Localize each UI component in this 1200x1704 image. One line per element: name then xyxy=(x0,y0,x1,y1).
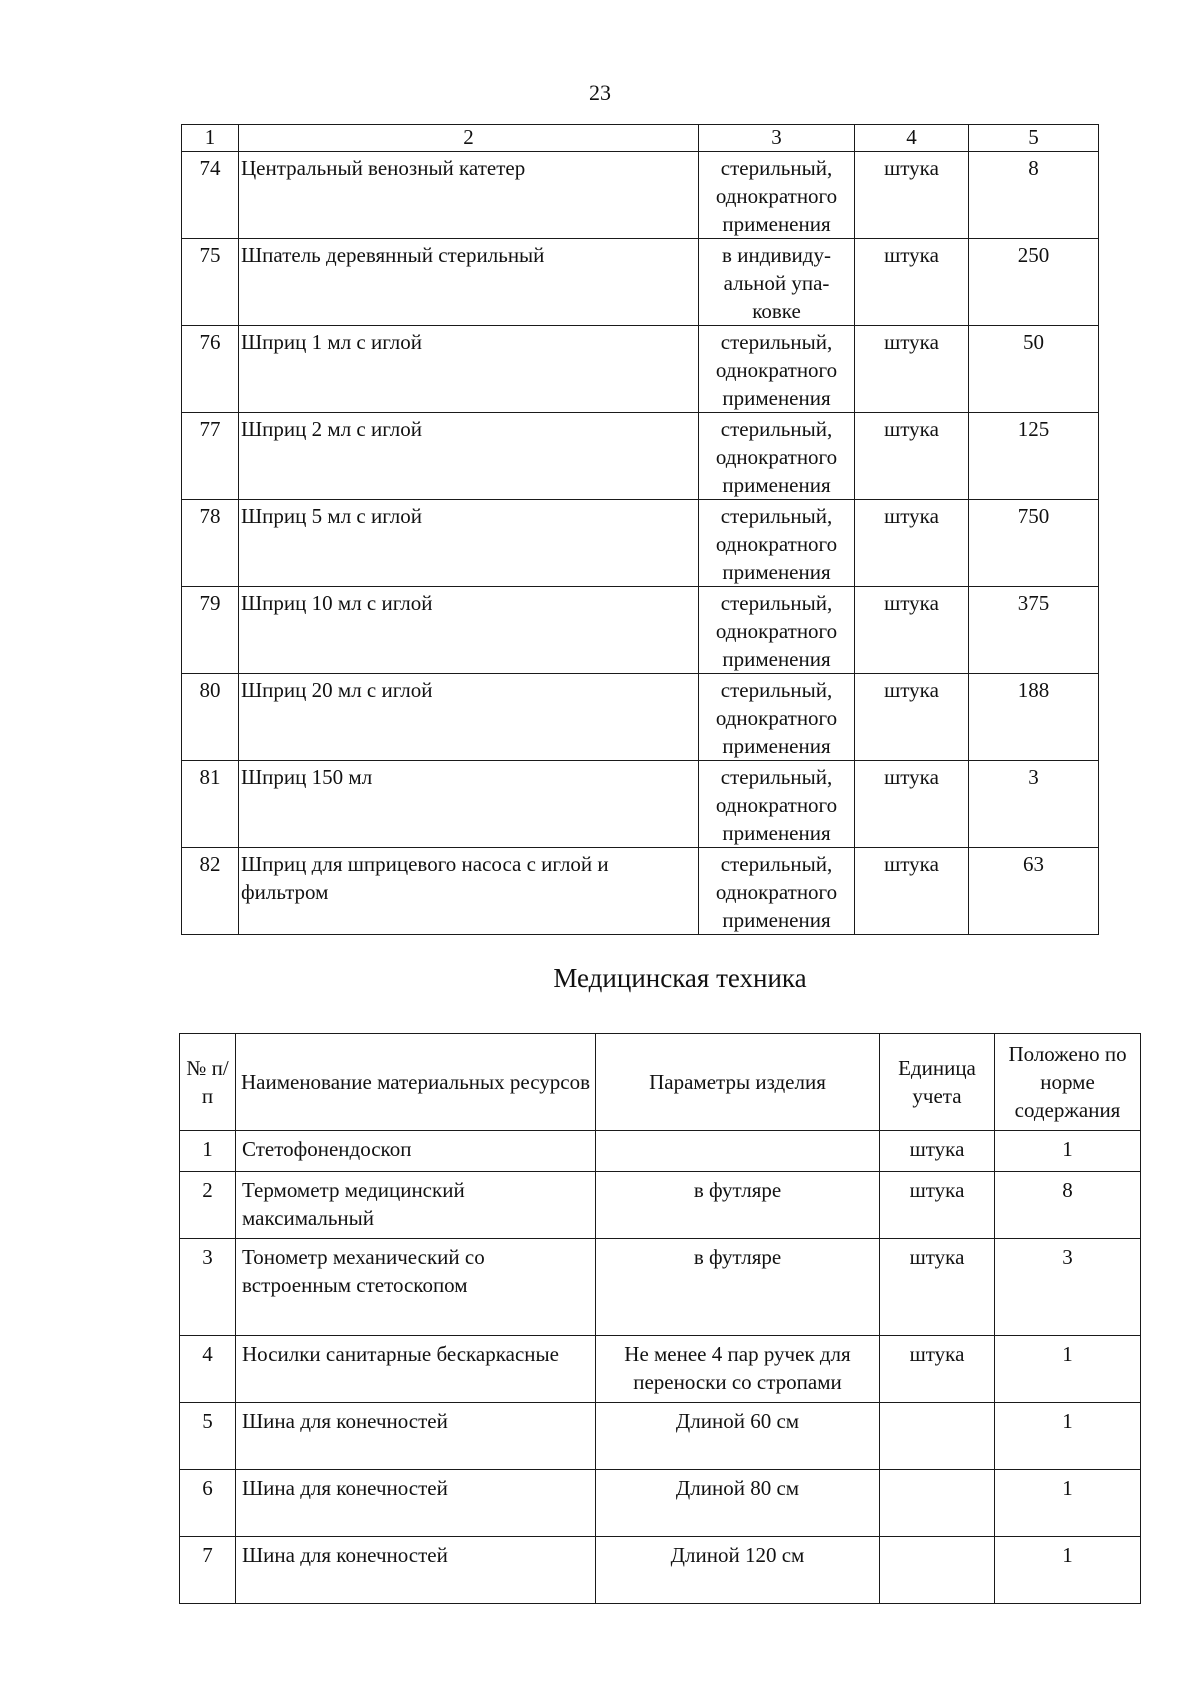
row-number: 1 xyxy=(180,1131,236,1172)
table-row xyxy=(182,587,1099,674)
item-qty: 63 xyxy=(969,848,1099,935)
item-unit: штука xyxy=(880,1172,995,1239)
item-params: стерильный, однократного применения xyxy=(699,761,855,848)
item-params: в футляре xyxy=(596,1172,880,1239)
item-name: Шина для конечностей xyxy=(236,1470,596,1537)
item-unit: штука xyxy=(855,761,969,848)
row-number: 77 xyxy=(182,413,239,500)
item-qty: 8 xyxy=(969,152,1099,239)
table-row xyxy=(180,1131,1141,1172)
row-number: 4 xyxy=(180,1336,236,1403)
item-params: в индивиду- альной упа- ковке xyxy=(699,239,855,326)
item-qty: 1 xyxy=(995,1470,1141,1537)
row-number: 81 xyxy=(182,761,239,848)
item-name: Шприц 1 мл с иглой xyxy=(239,326,699,413)
item-name: Шприц 150 мл xyxy=(239,761,699,848)
table-row xyxy=(182,674,1099,761)
item-unit: штука xyxy=(855,848,969,935)
column-number-row xyxy=(182,125,1099,152)
item-params: стерильный, однократного применения xyxy=(699,674,855,761)
item-name: Шприц 2 мл с иглой xyxy=(239,413,699,500)
item-unit: штука xyxy=(855,587,969,674)
item-params: стерильный, однократного применения xyxy=(699,326,855,413)
table-row xyxy=(182,239,1099,326)
header-unit: Единица учета xyxy=(880,1034,995,1131)
item-unit: штука xyxy=(880,1131,995,1172)
column-number: 5 xyxy=(969,125,1099,152)
item-qty: 3 xyxy=(969,761,1099,848)
item-unit: штука xyxy=(855,413,969,500)
row-number: 7 xyxy=(180,1537,236,1604)
row-number: 3 xyxy=(180,1239,236,1336)
item-qty: 125 xyxy=(969,413,1099,500)
item-name: Термометр медицинский максимальный xyxy=(236,1172,596,1239)
item-params: Длиной 80 см xyxy=(596,1470,880,1537)
item-qty: 3 xyxy=(995,1239,1141,1336)
item-params: Длиной 60 см xyxy=(596,1403,880,1470)
item-unit: штука xyxy=(855,152,969,239)
table-row xyxy=(180,1239,1141,1336)
table-row xyxy=(182,326,1099,413)
table-row xyxy=(182,848,1099,935)
supplies-table xyxy=(181,124,1099,935)
item-params: стерильный, однократного применения xyxy=(699,413,855,500)
item-name: Центральный венозный катетер xyxy=(239,152,699,239)
row-number: 82 xyxy=(182,848,239,935)
item-qty: 250 xyxy=(969,239,1099,326)
item-unit: штука xyxy=(880,1239,995,1336)
item-params: стерильный, однократного применения xyxy=(699,587,855,674)
medical-equipment-table xyxy=(179,1033,1141,1604)
item-params: стерильный, однократного применения xyxy=(699,500,855,587)
item-name: Тонометр механический со встроенным стетоскопом xyxy=(236,1239,596,1336)
item-qty: 750 xyxy=(969,500,1099,587)
row-number: 5 xyxy=(180,1403,236,1470)
item-unit: штука xyxy=(880,1336,995,1403)
table-row xyxy=(180,1172,1141,1239)
row-number: 79 xyxy=(182,587,239,674)
column-number: 4 xyxy=(855,125,969,152)
header-name: Наименование материальных ресурсов xyxy=(236,1034,596,1131)
item-unit: штука xyxy=(855,239,969,326)
row-number: 74 xyxy=(182,152,239,239)
table-row xyxy=(182,152,1099,239)
item-qty: 1 xyxy=(995,1537,1141,1604)
row-number: 6 xyxy=(180,1470,236,1537)
item-qty: 188 xyxy=(969,674,1099,761)
item-qty: 8 xyxy=(995,1172,1141,1239)
table-row xyxy=(182,413,1099,500)
item-name: Шпатель деревянный стерильный xyxy=(239,239,699,326)
item-unit xyxy=(880,1537,995,1604)
table-row xyxy=(180,1470,1141,1537)
item-qty: 1 xyxy=(995,1336,1141,1403)
table-row xyxy=(180,1537,1141,1604)
item-qty: 1 xyxy=(995,1131,1141,1172)
row-number: 78 xyxy=(182,500,239,587)
item-name: Шина для конечностей xyxy=(236,1403,596,1470)
item-params xyxy=(596,1131,880,1172)
column-number: 2 xyxy=(239,125,699,152)
item-name: Носилки санитарные бескаркасные xyxy=(236,1336,596,1403)
table-row xyxy=(180,1403,1141,1470)
section-title: Медицинская техника xyxy=(553,963,807,993)
header-qty: Положено по норме содержания xyxy=(995,1034,1141,1131)
item-unit: штука xyxy=(855,674,969,761)
column-number: 3 xyxy=(699,125,855,152)
item-name: Шина для конечностей xyxy=(236,1537,596,1604)
item-unit xyxy=(880,1470,995,1537)
item-unit: штука xyxy=(855,500,969,587)
item-params: Не менее 4 пар ручек для переноски со стропами xyxy=(596,1336,880,1403)
header-num: № п/п xyxy=(180,1034,236,1131)
item-name: Шприц для шприцевого насоса с иглой и фильтром xyxy=(239,848,699,935)
item-name: Шприц 5 мл с иглой xyxy=(239,500,699,587)
item-qty: 375 xyxy=(969,587,1099,674)
item-params: Длиной 120 см xyxy=(596,1537,880,1604)
item-unit xyxy=(880,1403,995,1470)
row-number: 2 xyxy=(180,1172,236,1239)
item-unit: штука xyxy=(855,326,969,413)
table-row xyxy=(182,761,1099,848)
item-qty: 1 xyxy=(995,1403,1141,1470)
item-name: Шприц 10 мл с иглой xyxy=(239,587,699,674)
table-row xyxy=(182,500,1099,587)
table-row xyxy=(180,1336,1141,1403)
row-number: 76 xyxy=(182,326,239,413)
row-number: 75 xyxy=(182,239,239,326)
item-params: стерильный, однократного применения xyxy=(699,152,855,239)
item-qty: 50 xyxy=(969,326,1099,413)
item-name: Стетофонендоскоп xyxy=(236,1131,596,1172)
header-row xyxy=(180,1034,1141,1131)
item-name: Шприц 20 мл с иглой xyxy=(239,674,699,761)
page-number: 23 xyxy=(589,80,611,105)
item-params: в футляре xyxy=(596,1239,880,1336)
item-params: стерильный, однократного применения xyxy=(699,848,855,935)
column-number: 1 xyxy=(182,125,239,152)
header-params: Параметры изделия xyxy=(596,1034,880,1131)
row-number: 80 xyxy=(182,674,239,761)
